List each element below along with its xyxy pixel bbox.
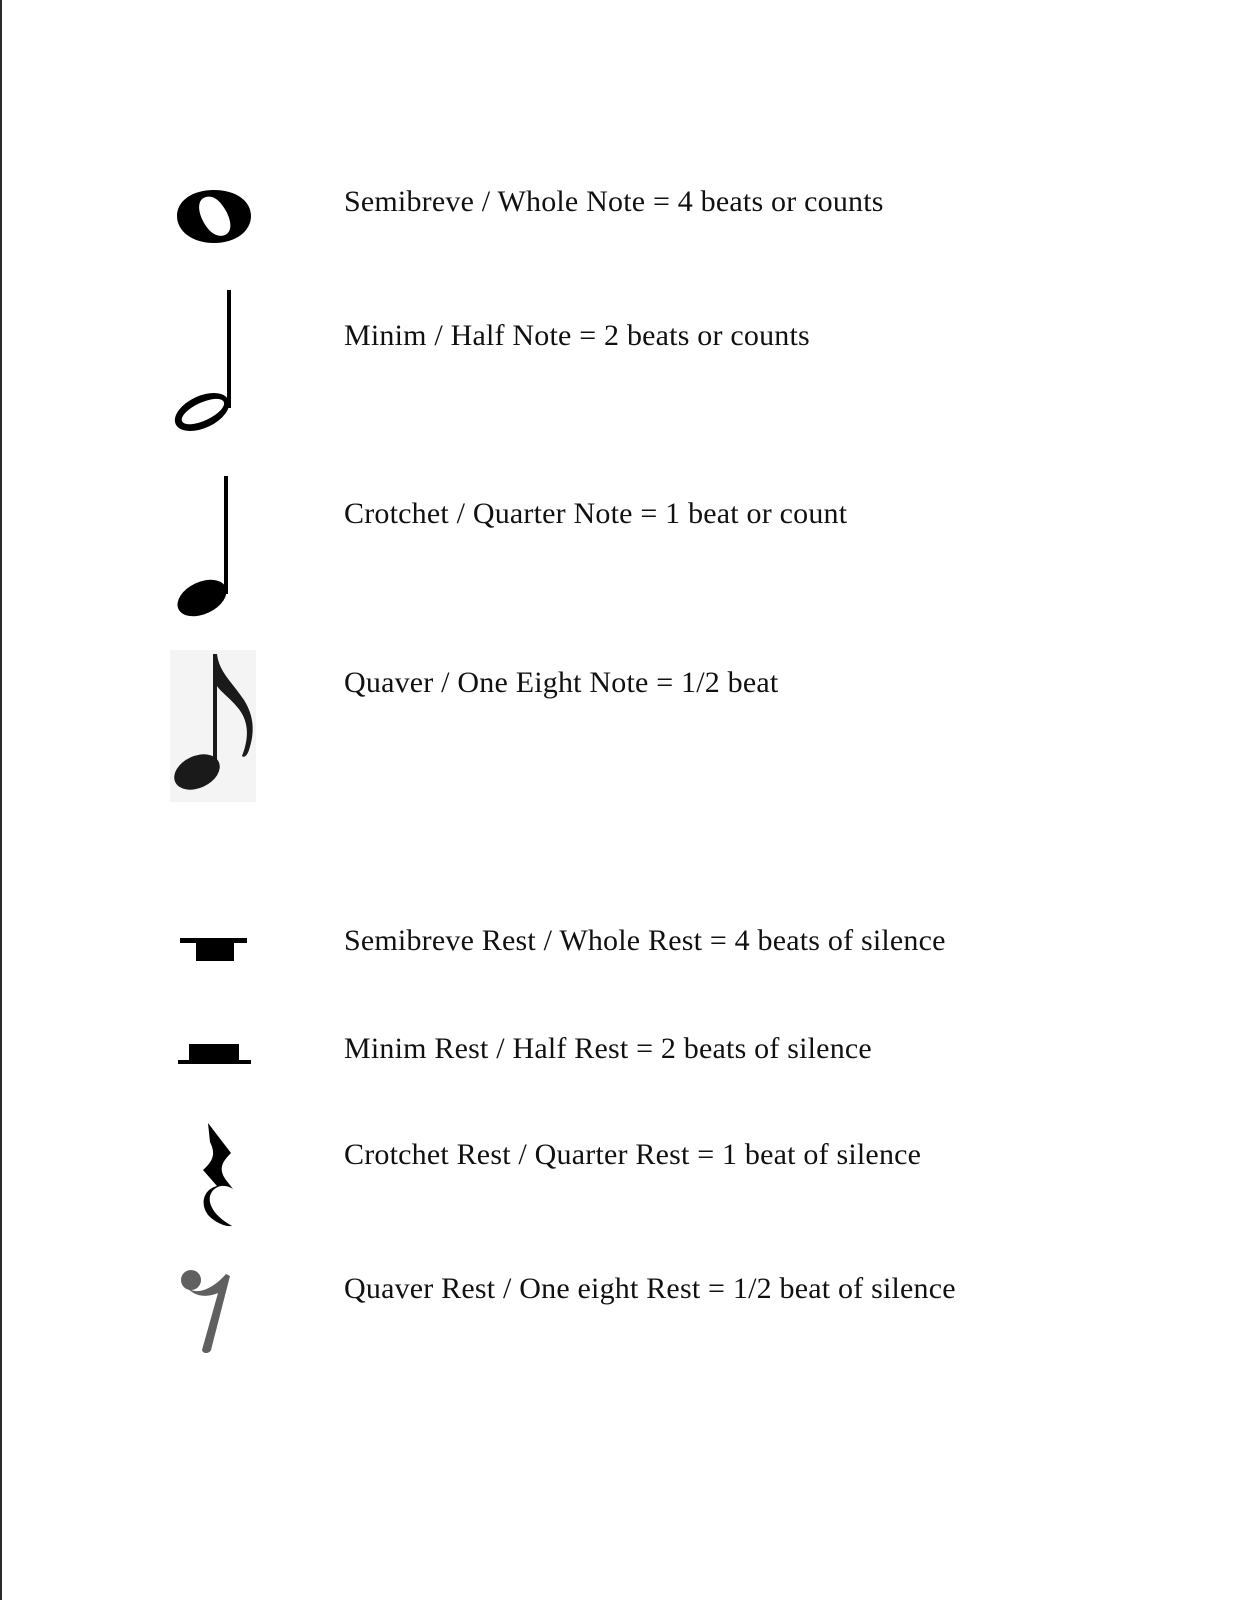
- note-label-quaver: Quaver / One Eight Note = 1/2 beat: [344, 666, 779, 699]
- page-edge: [0, 0, 2, 1600]
- rest-label-quaver: Quaver Rest / One eight Rest = 1/2 beat of silence: [344, 1272, 956, 1305]
- crotchet-rest-icon: [160, 1120, 270, 1235]
- quaver-rest-icon: [160, 1262, 270, 1357]
- rest-label-minim: Minim Rest / Half Rest = 2 beats of silence: [344, 1032, 872, 1065]
- note-label-semibreve: Semibreve / Whole Note = 4 beats or counts: [344, 185, 884, 218]
- minim-icon: [160, 288, 270, 438]
- semibreve-icon: [160, 180, 270, 260]
- note-label-minim: Minim / Half Note = 2 beats or counts: [344, 319, 810, 352]
- quaver-icon: [160, 650, 270, 805]
- note-label-crotchet: Crotchet / Quarter Note = 1 beat or count: [344, 497, 848, 530]
- rest-label-crotchet: Crotchet Rest / Quarter Rest = 1 beat of silence: [344, 1138, 922, 1171]
- crotchet-icon: [160, 474, 270, 624]
- semibreve-rest-icon: [160, 930, 270, 970]
- rest-label-semibreve: Semibreve Rest / Whole Rest = 4 beats of silence: [344, 924, 946, 957]
- minim-rest-icon: [160, 1036, 270, 1076]
